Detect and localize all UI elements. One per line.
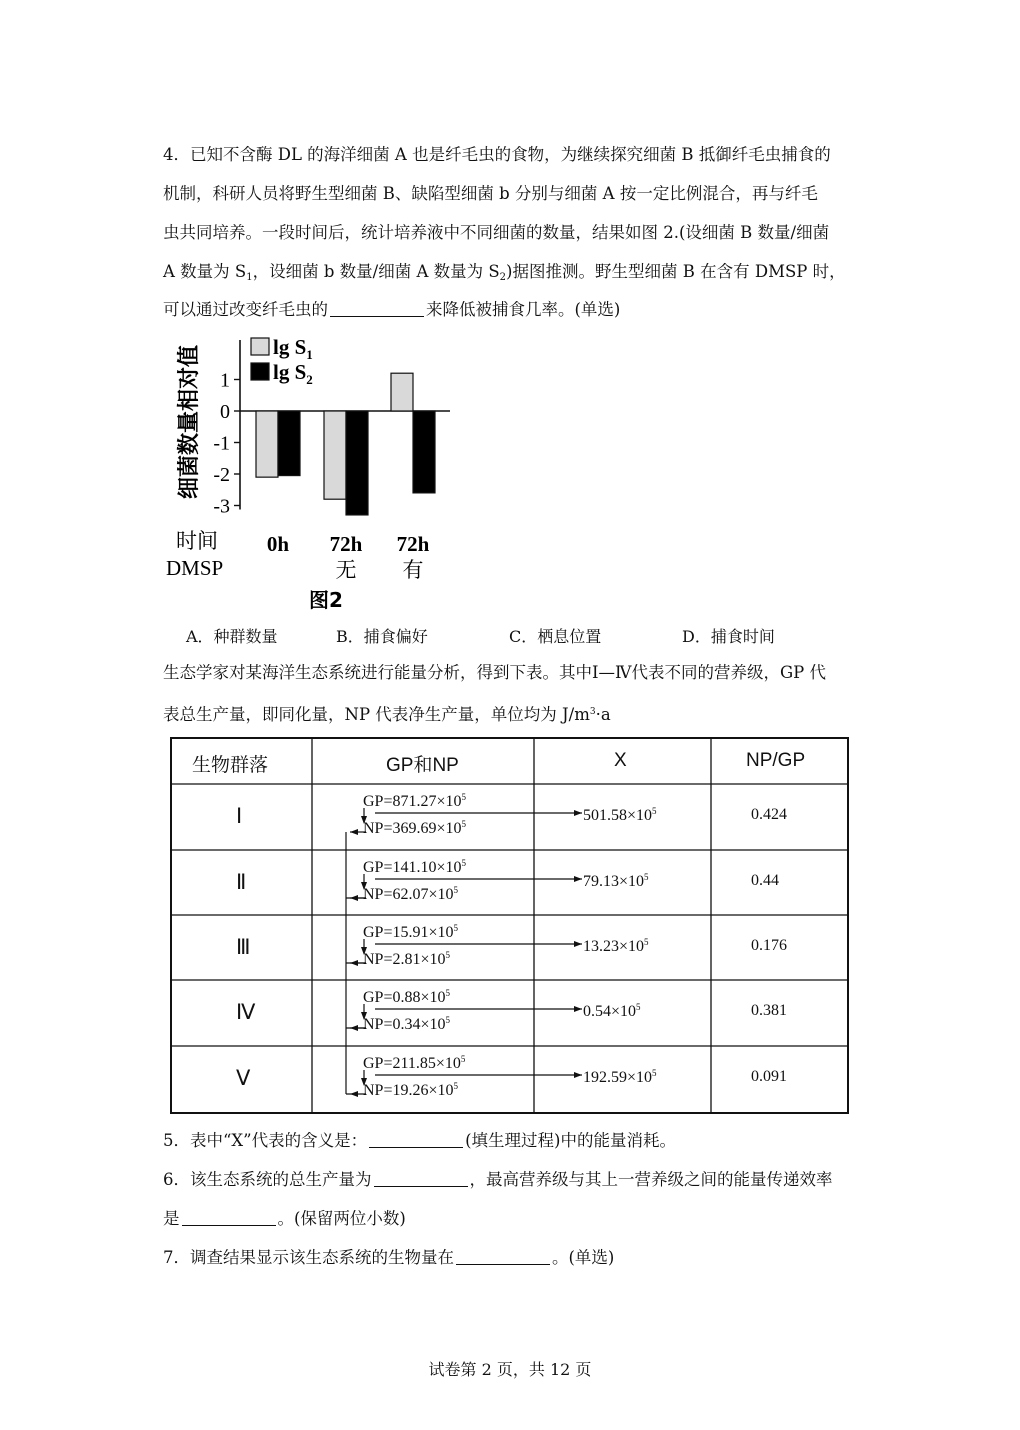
header-community: 生物群落 xyxy=(192,755,269,776)
answer-blank-q6-total[interactable] xyxy=(374,1171,468,1187)
gp-value: $GP=211.85\times 10^5$ xyxy=(363,1054,466,1072)
q4-line-5: 可以通过改变纤毛虫的 来降低被捕食几率。(单选) xyxy=(163,300,621,319)
intro-line-2: 表总生产量，即同化量，NP 代表净生产量，单位均为 $J/m^3\cdot a$ xyxy=(163,705,611,724)
q4-line-2: 机制，科研人员将野生型细菌 B、缺陷型细菌 b 分别与细菌 A 按一定比例混合，再与纤毛 xyxy=(163,184,818,203)
q4-line-3: 虫共同培养。一段时间后，统计培养液中不同细菌的数量，结果如图 2.(设细菌 B 数量/细菌 xyxy=(163,223,830,242)
np-gp-ratio: 0.091 xyxy=(751,1068,787,1085)
y-tick-label: -3 xyxy=(213,495,230,518)
q4-line-4: A 数量为 $S_1$，设细菌 b 数量/细菌 A 数量为 $S_2$)据图推测。野生型细菌 B 在含有 DMSP 时， xyxy=(163,262,846,283)
bar-lg-s2 xyxy=(346,411,368,515)
chart-title: 图2 xyxy=(309,588,343,612)
answer-blank-q6-efficiency[interactable] xyxy=(182,1210,276,1226)
q4-line-1: 4．已知不含酶 DL 的海洋细菌 A 也是纤毛虫的食物，为继续探究细菌 B 抵御纤毛虫捕食的 xyxy=(163,145,831,164)
x-label-dmsp: 有 xyxy=(402,558,424,582)
arrow-head xyxy=(574,876,582,882)
gp-value: $GP=871.27\times 10^5$ xyxy=(363,792,466,810)
page-footer: 试卷第 2 页，共 12 页 xyxy=(428,1360,592,1379)
bar-chart-figure-2 xyxy=(160,330,480,620)
q6-line-1: 6．该生态系统的总生产量为 ，最高营养级与其上一营养级之间的能量传递效率 xyxy=(163,1170,833,1189)
x-value: $501.58\times 10^5$ xyxy=(583,806,657,824)
np-value: $NP=62.07\times 10^5$ xyxy=(363,885,458,903)
option-b[interactable]: B．捕食偏好 xyxy=(336,627,428,646)
np-gp-ratio: 0.424 xyxy=(751,806,787,823)
row-label-time: 时间 xyxy=(176,529,218,553)
x-value: $0.54\times 10^5$ xyxy=(583,1002,641,1020)
community-cell: Ⅱ xyxy=(236,870,247,894)
answer-blank-q4[interactable] xyxy=(330,301,424,317)
community-cell: Ⅰ xyxy=(236,804,243,828)
header-np-gp: NP/GP xyxy=(746,750,806,771)
q7-line: 7．调查结果显示该生态系统的生物量在 。(单选) xyxy=(163,1248,615,1267)
bar-lg-s1 xyxy=(391,373,413,411)
x-label-time: 0h xyxy=(266,532,290,556)
np-gp-ratio: 0.381 xyxy=(751,1002,787,1019)
arrow-head xyxy=(350,1091,358,1097)
energy-table xyxy=(170,737,849,1114)
np-value: $NP=2.81\times 10^5$ xyxy=(363,950,450,968)
arrow-head xyxy=(574,1072,582,1078)
option-d[interactable]: D．捕食时间 xyxy=(682,627,775,646)
row-label-dmsp: DMSP xyxy=(166,556,224,580)
answer-blank-q5[interactable] xyxy=(369,1132,463,1148)
arrow-head xyxy=(574,810,582,816)
q6-line-2: 是 。(保留两位小数) xyxy=(163,1209,406,1228)
y-axis-title: 细菌数量相对值 xyxy=(177,344,202,500)
y-tick-label: -2 xyxy=(213,464,230,486)
bar-lg-s1 xyxy=(256,411,278,477)
header-gp-np: GP和NP xyxy=(386,755,459,776)
legend-label: $\lg S_1$ xyxy=(273,335,313,362)
answer-blank-q7[interactable] xyxy=(456,1249,550,1265)
np-value: $NP=369.69\times 10^5$ xyxy=(363,819,466,837)
legend-swatch xyxy=(251,363,269,380)
gp-value: $GP=0.88\times 10^5$ xyxy=(363,988,450,1006)
header-x: X xyxy=(614,750,627,771)
x-value: $13.23\times 10^5$ xyxy=(583,937,649,955)
bar-lg-s2 xyxy=(413,411,435,493)
community-cell: Ⅴ xyxy=(236,1066,251,1090)
np-value: $NP=0.34\times 10^5$ xyxy=(363,1015,450,1033)
intro-line-1: 生态学家对某海洋生态系统进行能量分析，得到下表。其中Ⅰ—Ⅳ代表不同的营养级，GP 代 xyxy=(163,663,827,682)
table-grid xyxy=(170,737,849,1114)
y-tick-label: 0 xyxy=(220,401,230,423)
arrow-head xyxy=(574,1006,582,1012)
legend-label: $\lg S_2$ xyxy=(273,360,313,387)
legend-swatch xyxy=(251,338,269,355)
option-c[interactable]: C．栖息位置 xyxy=(509,627,602,646)
gp-value: $GP=141.10\times 10^5$ xyxy=(363,858,466,876)
bar-lg-s2 xyxy=(278,411,300,476)
community-cell: Ⅲ xyxy=(236,935,251,959)
np-gp-ratio: 0.176 xyxy=(751,937,787,954)
gp-value: $GP=15.91\times 10^5$ xyxy=(363,923,458,941)
arrow-head xyxy=(574,941,582,947)
x-label-time: 72h xyxy=(329,532,363,556)
np-gp-ratio: 0.44 xyxy=(751,872,779,889)
np-value: $NP=19.26\times 10^5$ xyxy=(363,1081,458,1099)
x-label-time: 72h xyxy=(396,532,430,556)
x-label-dmsp: 无 xyxy=(335,558,357,582)
x-value: $192.59\times 10^5$ xyxy=(583,1068,657,1086)
q5-line: 5．表中“X”代表的含义是： (填生理过程)中的能量消耗。 xyxy=(163,1131,676,1150)
x-value: $79.13\times 10^5$ xyxy=(583,872,649,890)
y-tick-label: -1 xyxy=(213,432,230,455)
community-cell: Ⅳ xyxy=(236,1000,256,1024)
option-a[interactable]: A．种群数量 xyxy=(186,627,278,646)
bar-lg-s1 xyxy=(324,411,346,499)
y-tick-label: 1 xyxy=(220,369,230,392)
